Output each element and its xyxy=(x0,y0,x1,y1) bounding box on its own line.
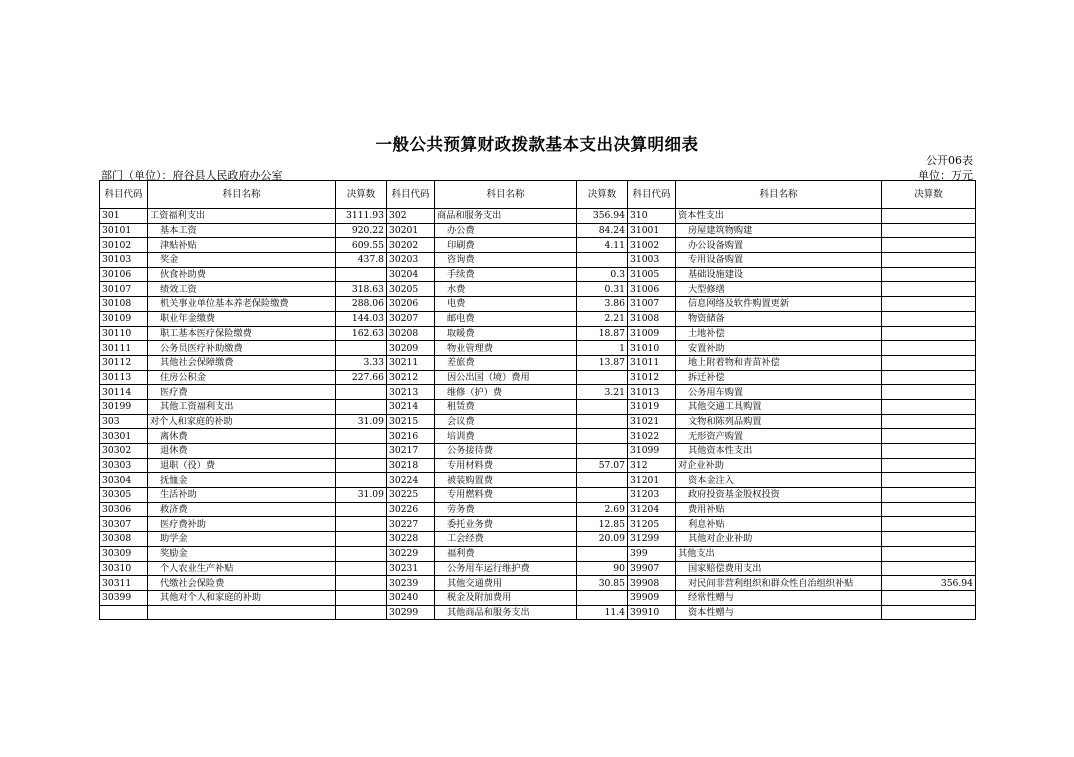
subject-name-cell: 其他交通工具购置 xyxy=(676,399,882,414)
subject-code-cell: 30101 xyxy=(100,223,148,238)
subject-name-cell: 物资储备 xyxy=(676,311,882,326)
table-row xyxy=(100,605,976,620)
subject-name-cell: 津贴补贴 xyxy=(148,238,336,253)
header-name-1: 科目名称 xyxy=(148,181,336,209)
final-amount-cell: 356.94 xyxy=(577,209,628,224)
final-amount-cell xyxy=(882,414,976,429)
final-amount-cell xyxy=(577,488,628,503)
subject-name-cell: 租赁费 xyxy=(435,399,577,414)
subject-name-cell: 其他交通费用 xyxy=(435,576,577,591)
subject-code-cell: 31010 xyxy=(628,341,676,356)
subject-name-cell: 其他对企业补助 xyxy=(676,532,882,547)
table-row xyxy=(100,517,976,532)
subject-code-cell: 30107 xyxy=(100,282,148,297)
subject-code-cell: 30211 xyxy=(387,355,435,370)
subject-code-cell: 30309 xyxy=(100,546,148,561)
subject-code-cell: 31005 xyxy=(628,267,676,282)
subject-code-cell: 30306 xyxy=(100,502,148,517)
subject-name-cell: 税金及附加费用 xyxy=(435,590,577,605)
subject-code-cell: 39909 xyxy=(628,590,676,605)
final-amount-cell: 20.09 xyxy=(577,532,628,547)
subject-name-cell: 委托业务费 xyxy=(435,517,577,532)
final-amount-cell xyxy=(882,355,976,370)
table-row xyxy=(100,429,976,444)
final-amount-cell xyxy=(882,399,976,414)
subject-name-cell: 退休费 xyxy=(148,444,336,459)
subject-code-cell: 30209 xyxy=(387,341,435,356)
subject-code-cell: 31001 xyxy=(628,223,676,238)
subject-code-cell: 31021 xyxy=(628,414,676,429)
subject-code-cell: 31203 xyxy=(628,488,676,503)
subject-code-cell: 31011 xyxy=(628,355,676,370)
subject-code-cell: 30106 xyxy=(100,267,148,282)
final-amount-cell: 2.69 xyxy=(577,502,628,517)
final-amount-cell: 0.31 xyxy=(577,282,628,297)
final-amount-cell xyxy=(336,576,387,591)
final-amount-cell xyxy=(882,473,976,488)
subject-name-cell: 物业管理费 xyxy=(435,341,577,356)
subject-code-cell: 30399 xyxy=(100,590,148,605)
table-row xyxy=(100,341,976,356)
table-row xyxy=(100,385,976,400)
subject-code-cell: 31012 xyxy=(628,370,676,385)
subject-code-cell: 30217 xyxy=(387,444,435,459)
table-row xyxy=(100,311,976,326)
final-amount-cell xyxy=(336,517,387,532)
final-amount-cell: 144.03 xyxy=(336,311,387,326)
subject-name-cell: 基本工资 xyxy=(148,223,336,238)
header-code-2: 科目代码 xyxy=(387,181,435,209)
subject-code-cell: 31008 xyxy=(628,311,676,326)
final-amount-cell xyxy=(882,385,976,400)
subject-name-cell: 其他资本性支出 xyxy=(676,444,882,459)
subject-name-cell: 奖励金 xyxy=(148,546,336,561)
final-amount-cell xyxy=(336,458,387,473)
final-amount-cell xyxy=(336,502,387,517)
subject-name-cell: 公务接待费 xyxy=(435,444,577,459)
final-amount-cell xyxy=(577,399,628,414)
subject-code-cell: 30102 xyxy=(100,238,148,253)
subject-name-cell: 会议费 xyxy=(435,414,577,429)
final-amount-cell xyxy=(882,546,976,561)
subject-code-cell: 30214 xyxy=(387,399,435,414)
subject-name-cell: 医疗费补助 xyxy=(148,517,336,532)
subject-name-cell: 办公设备购置 xyxy=(676,238,882,253)
subject-code-cell: 301 xyxy=(100,209,148,224)
subject-name-cell: 其他对个人和家庭的补助 xyxy=(148,590,336,605)
subject-name-cell: 劳务费 xyxy=(435,502,577,517)
final-amount-cell xyxy=(882,311,976,326)
subject-name-cell: 水费 xyxy=(435,282,577,297)
final-amount-cell xyxy=(882,370,976,385)
subject-code-cell: 30218 xyxy=(387,458,435,473)
subject-name-cell: 专用材料费 xyxy=(435,458,577,473)
final-amount-cell xyxy=(336,429,387,444)
final-amount-cell xyxy=(882,223,976,238)
subject-code-cell: 39907 xyxy=(628,561,676,576)
subject-code-cell: 30305 xyxy=(100,488,148,503)
subject-name-cell: 文物和陈列品购置 xyxy=(676,414,882,429)
final-amount-cell: 57.07 xyxy=(577,458,628,473)
subject-code-cell: 31003 xyxy=(628,253,676,268)
subject-name-cell: 资本性支出 xyxy=(676,209,882,224)
final-amount-cell: 162.63 xyxy=(336,326,387,341)
subject-code-cell: 30240 xyxy=(387,590,435,605)
final-amount-cell xyxy=(882,561,976,576)
table-row xyxy=(100,355,976,370)
table-row xyxy=(100,253,976,268)
subject-code-cell: 30301 xyxy=(100,429,148,444)
subject-code-cell: 31002 xyxy=(628,238,676,253)
subject-name-cell: 生活补助 xyxy=(148,488,336,503)
subject-code-cell: 30203 xyxy=(387,253,435,268)
subject-code-cell: 31201 xyxy=(628,473,676,488)
final-amount-cell xyxy=(882,238,976,253)
subject-code-cell: 30207 xyxy=(387,311,435,326)
final-amount-cell xyxy=(882,341,976,356)
subject-code-cell: 30112 xyxy=(100,355,148,370)
final-amount-cell: 609.55 xyxy=(336,238,387,253)
final-amount-cell: 30.85 xyxy=(577,576,628,591)
subject-code-cell: 30213 xyxy=(387,385,435,400)
final-amount-cell: 3111.93 xyxy=(336,209,387,224)
subject-name-cell: 代缴社会保险费 xyxy=(148,576,336,591)
subject-name-cell: 伙食补助费 xyxy=(148,267,336,282)
subject-code-cell: 30239 xyxy=(387,576,435,591)
subject-name-cell: 对个人和家庭的补助 xyxy=(148,414,336,429)
subject-name-cell: 对企业补助 xyxy=(676,458,882,473)
final-amount-cell xyxy=(336,399,387,414)
subject-name-cell: 国家赔偿费用支出 xyxy=(676,561,882,576)
subject-name-cell: 资本性赠与 xyxy=(676,605,882,620)
final-amount-cell: 84.24 xyxy=(577,223,628,238)
table-row xyxy=(100,576,976,591)
subject-code-cell: 30205 xyxy=(387,282,435,297)
table-row xyxy=(100,297,976,312)
expenditure-table xyxy=(99,180,976,620)
subject-name-cell: 助学金 xyxy=(148,532,336,547)
final-amount-cell: 3.33 xyxy=(336,355,387,370)
subject-name-cell: 职工基本医疗保险缴费 xyxy=(148,326,336,341)
header-name-2: 科目名称 xyxy=(435,181,577,209)
subject-name-cell: 机关事业单位基本养老保险缴费 xyxy=(148,297,336,312)
unit-label: 单位：万元 xyxy=(918,169,973,182)
final-amount-cell xyxy=(882,444,976,459)
final-amount-cell xyxy=(577,414,628,429)
subject-name-cell: 大型修缮 xyxy=(676,282,882,297)
subject-name-cell: 被装购置费 xyxy=(435,473,577,488)
final-amount-cell xyxy=(336,605,387,620)
subject-name-cell: 退职（役）费 xyxy=(148,458,336,473)
subject-code-cell: 31022 xyxy=(628,429,676,444)
final-amount-cell: 12.85 xyxy=(577,517,628,532)
final-amount-cell xyxy=(882,502,976,517)
subject-code-cell: 30299 xyxy=(387,605,435,620)
final-amount-cell xyxy=(882,267,976,282)
subject-name-cell: 其他工资福利支出 xyxy=(148,399,336,414)
final-amount-cell: 0.3 xyxy=(577,267,628,282)
subject-name-cell: 手续费 xyxy=(435,267,577,282)
final-amount-cell xyxy=(882,209,976,224)
final-amount-cell: 90 xyxy=(577,561,628,576)
subject-code-cell: 30304 xyxy=(100,473,148,488)
final-amount-cell: 3.21 xyxy=(577,385,628,400)
final-amount-cell xyxy=(882,282,976,297)
final-amount-cell: 13.87 xyxy=(577,355,628,370)
subject-name-cell: 信息网络及软件购置更新 xyxy=(676,297,882,312)
subject-name-cell: 利息补贴 xyxy=(676,517,882,532)
subject-code-cell: 30201 xyxy=(387,223,435,238)
final-amount-cell xyxy=(336,385,387,400)
subject-code-cell: 30311 xyxy=(100,576,148,591)
subject-name-cell: 其他社会保障缴费 xyxy=(148,355,336,370)
header-amount-2: 决算数 xyxy=(577,181,628,209)
subject-name-cell: 无形资产购置 xyxy=(676,429,882,444)
subject-code-cell: 31204 xyxy=(628,502,676,517)
header-amount-1: 决算数 xyxy=(336,181,387,209)
subject-code-cell: 30225 xyxy=(387,488,435,503)
final-amount-cell: 18.87 xyxy=(577,326,628,341)
final-amount-cell: 31.09 xyxy=(336,414,387,429)
subject-name-cell: 土地补偿 xyxy=(676,326,882,341)
final-amount-cell xyxy=(336,561,387,576)
table-row xyxy=(100,444,976,459)
subject-code-cell xyxy=(100,605,148,620)
final-amount-cell xyxy=(882,517,976,532)
subject-code-cell: 39908 xyxy=(628,576,676,591)
subject-name-cell: 电费 xyxy=(435,297,577,312)
subject-code-cell: 310 xyxy=(628,209,676,224)
table-row xyxy=(100,488,976,503)
table-row xyxy=(100,561,976,576)
final-amount-cell: 3.86 xyxy=(577,297,628,312)
subject-code-cell: 30212 xyxy=(387,370,435,385)
subject-name-cell: 资本金注入 xyxy=(676,473,882,488)
subject-code-cell: 30114 xyxy=(100,385,148,400)
subject-name-cell: 安置补助 xyxy=(676,341,882,356)
department-label: 部门（单位）：府谷县人民政府办公室 xyxy=(101,169,283,182)
subject-code-cell: 30108 xyxy=(100,297,148,312)
final-amount-cell: 4.11 xyxy=(577,238,628,253)
table-row xyxy=(100,209,976,224)
subject-code-cell: 30199 xyxy=(100,399,148,414)
subject-name-cell: 因公出国（境）费用 xyxy=(435,370,577,385)
subject-name-cell: 工会经费 xyxy=(435,532,577,547)
final-amount-cell: 437.8 xyxy=(336,253,387,268)
header-amount-3: 决算数 xyxy=(882,181,976,209)
table-row xyxy=(100,267,976,282)
subject-name-cell: 商品和服务支出 xyxy=(435,209,577,224)
header-code-1: 科目代码 xyxy=(100,181,148,209)
final-amount-cell: 31.09 xyxy=(336,488,387,503)
final-amount-cell xyxy=(882,253,976,268)
subject-code-cell: 30208 xyxy=(387,326,435,341)
table-row xyxy=(100,414,976,429)
subject-code-cell: 31019 xyxy=(628,399,676,414)
table-row xyxy=(100,502,976,517)
subject-name-cell: 办公费 xyxy=(435,223,577,238)
subject-code-cell: 30215 xyxy=(387,414,435,429)
subject-name-cell: 抚恤金 xyxy=(148,473,336,488)
table-header-row xyxy=(100,181,976,209)
subject-code-cell: 399 xyxy=(628,546,676,561)
header-name-3: 科目名称 xyxy=(676,181,882,209)
final-amount-cell xyxy=(882,488,976,503)
subject-name-cell: 基础设施建设 xyxy=(676,267,882,282)
final-amount-cell xyxy=(336,341,387,356)
final-amount-cell xyxy=(882,429,976,444)
subject-code-cell: 302 xyxy=(387,209,435,224)
subject-name-cell: 差旅费 xyxy=(435,355,577,370)
final-amount-cell xyxy=(882,605,976,620)
table-row xyxy=(100,223,976,238)
subject-name-cell: 个人农业生产补贴 xyxy=(148,561,336,576)
subject-name-cell: 专用设备购置 xyxy=(676,253,882,268)
final-amount-cell xyxy=(882,532,976,547)
final-amount-cell xyxy=(336,444,387,459)
subject-code-cell: 30111 xyxy=(100,341,148,356)
subject-code-cell: 30310 xyxy=(100,561,148,576)
subject-name-cell: 公务用车运行维护费 xyxy=(435,561,577,576)
subject-name-cell: 公务员医疗补助缴费 xyxy=(148,341,336,356)
subject-name-cell: 离休费 xyxy=(148,429,336,444)
subject-code-cell: 31205 xyxy=(628,517,676,532)
final-amount-cell xyxy=(577,444,628,459)
subject-name-cell: 费用补贴 xyxy=(676,502,882,517)
final-amount-cell xyxy=(577,473,628,488)
final-amount-cell xyxy=(882,590,976,605)
final-amount-cell: 288.06 xyxy=(336,297,387,312)
subject-code-cell: 31007 xyxy=(628,297,676,312)
subject-name-cell: 拆迁补偿 xyxy=(676,370,882,385)
subject-code-cell: 30228 xyxy=(387,532,435,547)
form-number: 公开06表 xyxy=(926,154,973,167)
subject-code-cell: 30224 xyxy=(387,473,435,488)
subject-name-cell: 维修（护）费 xyxy=(435,385,577,400)
subject-name-cell: 奖金 xyxy=(148,253,336,268)
table-row xyxy=(100,532,976,547)
subject-name-cell: 邮电费 xyxy=(435,311,577,326)
table-row xyxy=(100,370,976,385)
subject-code-cell: 312 xyxy=(628,458,676,473)
final-amount-cell: 2.21 xyxy=(577,311,628,326)
subject-name-cell: 取暖费 xyxy=(435,326,577,341)
subject-name-cell: 福利费 xyxy=(435,546,577,561)
report-title: 一般公共预算财政拨款基本支出决算明细表 xyxy=(375,135,699,154)
table-row xyxy=(100,458,976,473)
final-amount-cell: 920.22 xyxy=(336,223,387,238)
final-amount-cell xyxy=(336,473,387,488)
subject-code-cell: 30109 xyxy=(100,311,148,326)
subject-name-cell: 对民间非营利组织和群众性自治组织补贴 xyxy=(676,576,882,591)
table-row xyxy=(100,238,976,253)
table-row xyxy=(100,282,976,297)
final-amount-cell xyxy=(577,590,628,605)
subject-name-cell: 工资福利支出 xyxy=(148,209,336,224)
table-row xyxy=(100,326,976,341)
subject-code-cell: 30216 xyxy=(387,429,435,444)
subject-name-cell: 地上附着物和青苗补偿 xyxy=(676,355,882,370)
subject-name-cell: 咨询费 xyxy=(435,253,577,268)
subject-name-cell xyxy=(148,605,336,620)
subject-name-cell: 公务用车购置 xyxy=(676,385,882,400)
table-body xyxy=(100,209,976,620)
final-amount-cell: 318.63 xyxy=(336,282,387,297)
subject-code-cell: 30308 xyxy=(100,532,148,547)
subject-name-cell: 印刷费 xyxy=(435,238,577,253)
final-amount-cell xyxy=(577,546,628,561)
final-amount-cell xyxy=(882,297,976,312)
final-amount-cell xyxy=(577,253,628,268)
subject-name-cell: 政府投资基金股权投资 xyxy=(676,488,882,503)
subject-name-cell: 其他支出 xyxy=(676,546,882,561)
subject-name-cell: 救济费 xyxy=(148,502,336,517)
subject-code-cell: 30204 xyxy=(387,267,435,282)
subject-name-cell: 其他商品和服务支出 xyxy=(435,605,577,620)
subject-name-cell: 职业年金缴费 xyxy=(148,311,336,326)
subject-code-cell: 303 xyxy=(100,414,148,429)
subject-code-cell: 31299 xyxy=(628,532,676,547)
subject-name-cell: 培训费 xyxy=(435,429,577,444)
final-amount-cell xyxy=(336,546,387,561)
table-row xyxy=(100,473,976,488)
final-amount-cell: 11.4 xyxy=(577,605,628,620)
subject-code-cell: 30113 xyxy=(100,370,148,385)
final-amount-cell xyxy=(336,532,387,547)
table-row xyxy=(100,590,976,605)
subject-code-cell: 31013 xyxy=(628,385,676,400)
final-amount-cell xyxy=(577,370,628,385)
final-amount-cell: 356.94 xyxy=(882,576,976,591)
subject-name-cell: 经常性赠与 xyxy=(676,590,882,605)
subject-code-cell: 31099 xyxy=(628,444,676,459)
subject-code-cell: 30303 xyxy=(100,458,148,473)
subject-code-cell: 30307 xyxy=(100,517,148,532)
subject-name-cell: 专用燃料费 xyxy=(435,488,577,503)
final-amount-cell xyxy=(882,458,976,473)
subject-code-cell: 30229 xyxy=(387,546,435,561)
subject-code-cell: 39910 xyxy=(628,605,676,620)
final-amount-cell xyxy=(336,590,387,605)
final-amount-cell xyxy=(336,267,387,282)
table-row xyxy=(100,399,976,414)
final-amount-cell: 227.66 xyxy=(336,370,387,385)
subject-code-cell: 30226 xyxy=(387,502,435,517)
subject-code-cell: 30202 xyxy=(387,238,435,253)
table-row xyxy=(100,546,976,561)
subject-code-cell: 30110 xyxy=(100,326,148,341)
subject-code-cell: 30103 xyxy=(100,253,148,268)
subject-code-cell: 31009 xyxy=(628,326,676,341)
subject-name-cell: 医疗费 xyxy=(148,385,336,400)
subject-code-cell: 30206 xyxy=(387,297,435,312)
final-amount-cell xyxy=(882,326,976,341)
subject-name-cell: 住房公积金 xyxy=(148,370,336,385)
final-amount-cell: 1 xyxy=(577,341,628,356)
subject-name-cell: 房屋建筑物购建 xyxy=(676,223,882,238)
subject-code-cell: 30231 xyxy=(387,561,435,576)
subject-code-cell: 30227 xyxy=(387,517,435,532)
subject-name-cell: 绩效工资 xyxy=(148,282,336,297)
subject-code-cell: 31006 xyxy=(628,282,676,297)
subject-code-cell: 30302 xyxy=(100,444,148,459)
final-amount-cell xyxy=(577,429,628,444)
header-code-3: 科目代码 xyxy=(628,181,676,209)
